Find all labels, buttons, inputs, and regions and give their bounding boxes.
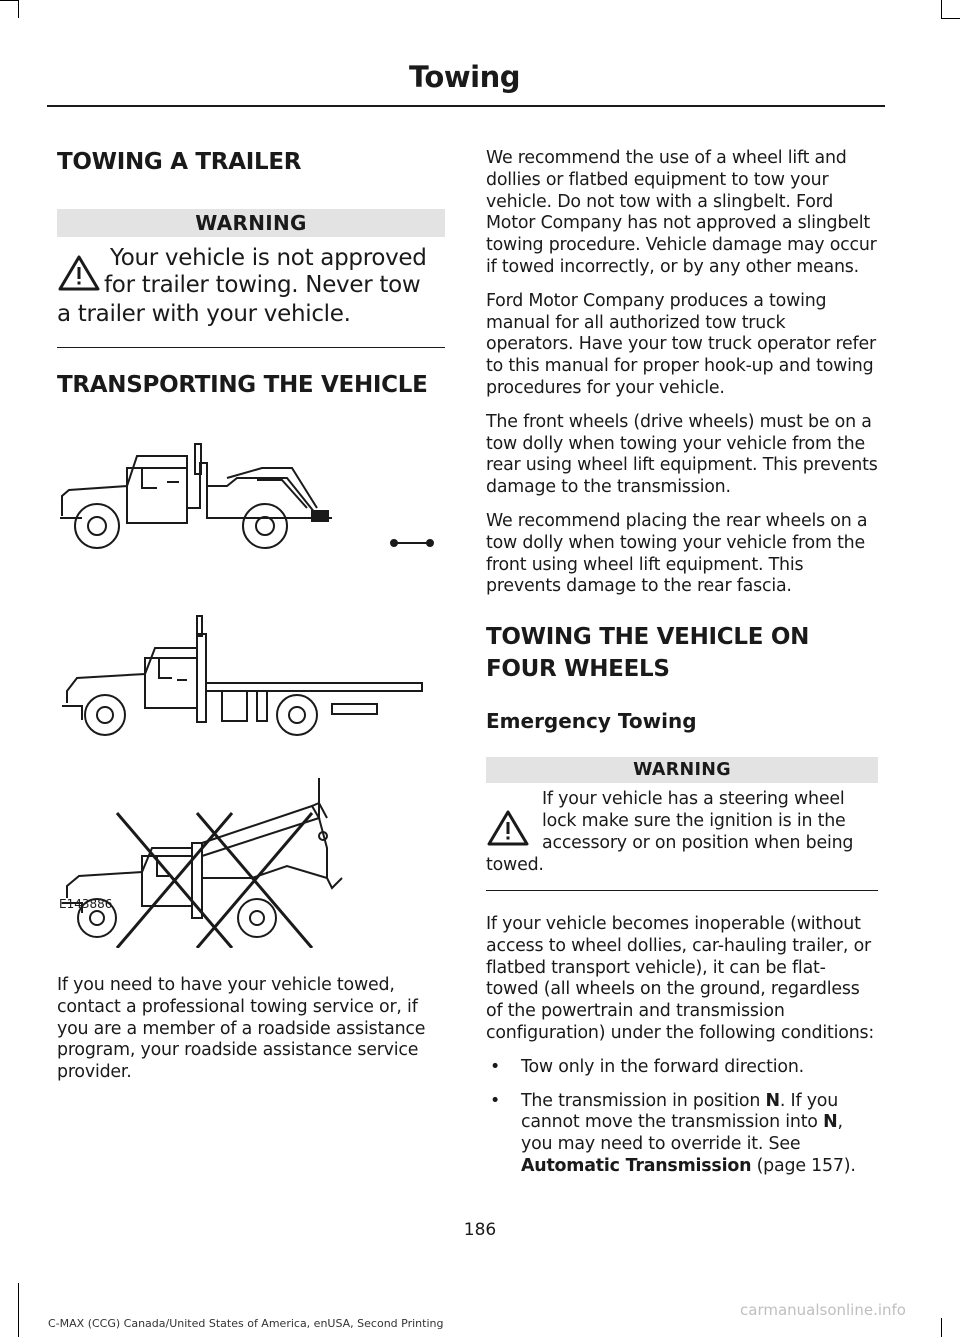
paragraph: We recommend the use of a wheel lift and dollies or flatbed equipment to tow your vehicle. Do not tow with a slingbelt. Ford Motor Company has not approved a slingbelt towing procedure. Vehicle damage may occur if towed incorrectly, or by any other means. bbox=[486, 148, 877, 277]
warning-text-line: accessory or on position when being bbox=[542, 833, 854, 854]
heading-towing-on-four-wheels: TOWING THE VEHICLE ON bbox=[486, 624, 810, 651]
warning-text-line: If your vehicle has a steering wheel bbox=[542, 789, 845, 810]
list-item-text: . If you cannot move the transmission into bbox=[521, 1090, 839, 1133]
warning-text-line: for trailer towing. Never tow bbox=[104, 272, 421, 298]
bullet-marker: • bbox=[490, 1090, 501, 1111]
heading-towing-on-four-wheels: FOUR WHEELS bbox=[486, 656, 670, 683]
list-item-text: Tow only in the forward direction. bbox=[521, 1056, 804, 1077]
wheel-lift-truck-illustration bbox=[60, 444, 433, 548]
paragraph: If your vehicle becomes inoperable (without access to wheel dollies, car-hauling trailer, or flatbed transport vehicle), it can be flat-towed (all wheels on the ground, regardless of the powertrain and transmission configuration) under the following conditions: bbox=[486, 913, 875, 1043]
warning-label: WARNING bbox=[486, 757, 878, 783]
paragraph: We recommend placing the rear wheels on a tow dolly when towing your vehicle from the front using wheel lift equipment. This prevents damage to the rear fascia. bbox=[486, 510, 868, 597]
bullet-marker: • bbox=[490, 1056, 501, 1077]
warning-divider bbox=[57, 347, 445, 348]
heading-towing-a-trailer: TOWING A TRAILER bbox=[57, 149, 302, 175]
crop-mark bbox=[18, 0, 19, 18]
gear-position-n: N bbox=[823, 1112, 838, 1133]
header-divider bbox=[47, 105, 885, 107]
subheading-emergency-towing: Emergency Towing bbox=[486, 709, 697, 734]
list-item-text: The transmission in position bbox=[521, 1090, 766, 1111]
watermark: carmanualsonline.info bbox=[740, 1301, 906, 1319]
warning-triangle-icon bbox=[486, 809, 530, 847]
crop-mark bbox=[941, 18, 960, 19]
warning-text-line: lock make sure the ignition is in the bbox=[542, 811, 846, 832]
crop-mark bbox=[18, 1283, 19, 1337]
warning-box bbox=[486, 789, 878, 855]
list-item bbox=[486, 1057, 878, 1079]
page-title: Towing bbox=[409, 60, 520, 94]
figure-code: E143886 bbox=[59, 897, 113, 911]
cross-reference-link[interactable]: Automatic Transmission bbox=[521, 1155, 752, 1176]
towing-methods-illustration bbox=[57, 408, 445, 948]
warning-text-line: Your vehicle is not approved bbox=[110, 245, 427, 271]
warning-triangle-icon bbox=[57, 254, 101, 292]
page-number: 186 bbox=[463, 1220, 497, 1240]
left-column bbox=[57, 140, 445, 1084]
warning-text-line: a trailer with your vehicle. bbox=[57, 301, 351, 327]
warning-divider bbox=[486, 890, 878, 891]
paragraph: Ford Motor Company produces a towing manual for all authorized tow truck operators. Have your tow truck operator refer to this manual for proper hook-up and towing procedures for your vehicle. bbox=[486, 290, 876, 398]
flatbed-truck-illustration bbox=[62, 616, 422, 735]
list-item bbox=[486, 1091, 878, 1178]
crop-mark bbox=[941, 0, 942, 18]
warning-box bbox=[57, 246, 445, 306]
warning-text-line: towed. bbox=[486, 855, 544, 876]
right-column bbox=[486, 148, 878, 1178]
page-reference: (page 157). bbox=[751, 1155, 856, 1176]
paragraph: The front wheels (drive wheels) must be on a tow dolly when towing your vehicle from the rear using wheel lift equipment. This prevents damage to the transmission. bbox=[486, 411, 878, 498]
heading-transporting-the-vehicle: TRANSPORTING THE VEHICLE bbox=[57, 372, 428, 398]
crop-mark bbox=[0, 0, 18, 1]
warning-label: WARNING bbox=[57, 209, 445, 237]
footer-note: C-MAX (CCG) Canada/United States of America, enUSA, Second Printing bbox=[48, 1317, 444, 1330]
crop-mark bbox=[941, 1318, 942, 1337]
paragraph: If you need to have your vehicle towed, contact a professional towing service or, if you are a member of a roadside assistance program, your roadside assistance service provider. bbox=[57, 975, 426, 1083]
list-item-text: , you may need to override it. See bbox=[521, 1112, 843, 1155]
gear-position-n: N bbox=[765, 1090, 780, 1111]
prohibited-x-mark bbox=[117, 813, 312, 948]
